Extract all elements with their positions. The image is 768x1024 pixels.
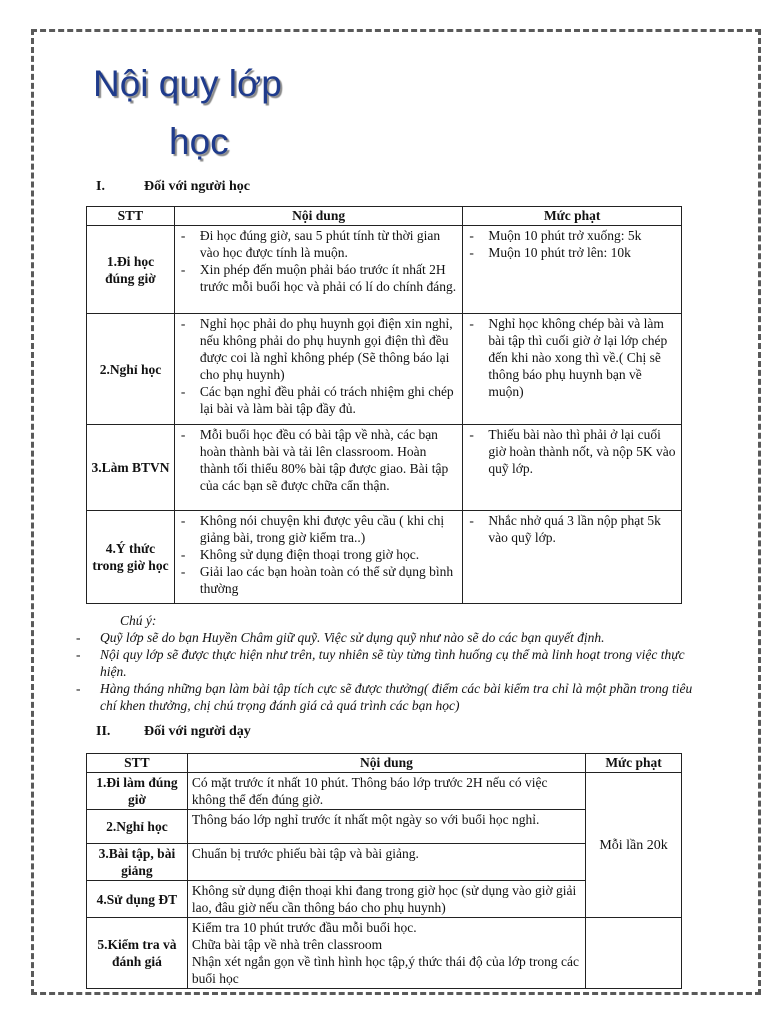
notes-block xyxy=(74,612,694,714)
shared-penalty: Mỗi lần 20k xyxy=(586,773,682,918)
table-header-row xyxy=(87,207,682,226)
col-header-penalty: Mức phạt xyxy=(463,207,682,226)
section-1-heading xyxy=(96,179,250,195)
content-item: - Các bạn nghỉ đều phải có trách nhiệm ghi chép lại bài và làm bài tập đầy đủ. xyxy=(179,383,458,417)
table-row xyxy=(87,226,682,314)
row-content: Không sử dụng điện thoại khi đang trong giờ học (sử dụng vào giờ giải lao, đâu giờ nếu cần thông báo cho phụ huynh) xyxy=(187,881,585,918)
note-item: - Quỹ lớp sẽ do bạn Huyền Châm giữ quỹ. Việc sử dụng quỹ như nào sẽ do các bạn quyết định. xyxy=(74,629,694,646)
note-item: - Nội quy lớp sẽ được thực hiện như trên, tuy nhiên sẽ tùy từng tình huống cụ thể mà linh hoạt trong việc thực hiện. xyxy=(74,646,694,680)
learner-rules-table xyxy=(86,206,682,604)
col-header-stt: STT xyxy=(87,207,175,226)
row-content xyxy=(174,226,462,314)
penalty-item: - Muộn 10 phút trở xuống: 5k xyxy=(467,227,677,244)
table-row xyxy=(87,425,682,511)
section-1-number: I. xyxy=(96,179,105,194)
content-item: - Đi học đúng giờ, sau 5 phút tính từ thời gian vào học được tính là muộn. xyxy=(179,227,458,261)
notes-heading: Chú ý: xyxy=(120,613,157,628)
row-stt: 3.Bài tập, bài giảng xyxy=(87,844,188,881)
row-content xyxy=(174,314,462,425)
table-header-row xyxy=(87,754,682,773)
penalty-item: - Nghỉ học không chép bài và làm bài tập thì cuối giờ ở lại lớp chép đến khi nào xong thì về.( Chị sẽ thông báo phụ huynh bạn về muộn) xyxy=(467,315,677,400)
note-item: - Hàng tháng những bạn làm bài tập tích cực sẽ được thưởng( điểm các bài kiểm tra chỉ là một phần trong tiêu chí khen thưởng, chị chú trọng đánh giá cả quá trình các bạn học) xyxy=(74,680,694,714)
penalty-item: - Thiếu bài nào thì phải ở lại cuối giờ hoàn thành nốt, và nộp 5K vào quỹ lớp. xyxy=(467,426,677,477)
section-1-title: Đối với người học xyxy=(144,179,250,194)
penalty-item: - Muộn 10 phút trở lên: 10k xyxy=(467,244,677,261)
row-stt: 3.Làm BTVN xyxy=(87,425,175,511)
section-2-number: II. xyxy=(96,724,111,739)
row-content xyxy=(187,918,585,989)
content-item: - Nghỉ học phải do phụ huynh gọi điện xin nghỉ, nếu không phải do phụ huynh gọi điện thì đều được coi là nghỉ không phép (Sẽ thông báo lại cho phụ huynh) xyxy=(179,315,458,383)
col-header-penalty: Mức phạt xyxy=(586,754,682,773)
row-penalty xyxy=(463,314,682,425)
row-stt: 4.Ý thức trong giờ học xyxy=(87,511,175,604)
teacher-rules-table xyxy=(86,753,682,989)
row-content xyxy=(174,425,462,511)
row-content: Có mặt trước ít nhất 10 phút. Thông báo lớp trước 2H nếu có việc không thể đến đúng giờ. xyxy=(187,773,585,810)
content-line: Nhận xét ngắn gọn về tình hình học tập,ý thức thái độ của lớp trong các buổi học xyxy=(191,954,579,986)
content-item: - Không sử dụng điện thoại trong giờ học. xyxy=(179,546,458,563)
row-penalty xyxy=(463,425,682,511)
row-stt: 5.Kiểm tra và đánh giá xyxy=(87,918,188,989)
title-line-1: Nội quy lớp xyxy=(93,63,282,104)
row-stt: 2.Nghỉ học xyxy=(87,810,188,844)
row-stt: 1.Đi học đúng giờ xyxy=(87,226,175,314)
row-content: Thông báo lớp nghỉ trước ít nhất một ngày so với buổi học nghỉ. xyxy=(187,810,585,844)
content-line: Kiểm tra 10 phút trước đầu mỗi buổi học. xyxy=(191,920,417,935)
row-stt: 1.Đi làm đúng giờ xyxy=(87,773,188,810)
title-line-2: học xyxy=(169,121,229,162)
table-row xyxy=(87,314,682,425)
row-penalty xyxy=(463,226,682,314)
content-item: - Không nói chuyện khi được yêu cầu ( khi chị giảng bài, trong giờ kiểm tra..) xyxy=(179,512,458,546)
row-content: Chuẩn bị trước phiếu bài tập và bài giảng. xyxy=(187,844,585,881)
table-row xyxy=(87,918,682,989)
page-title xyxy=(93,55,353,171)
row-stt: 2.Nghỉ học xyxy=(87,314,175,425)
table-row xyxy=(87,511,682,604)
row-stt: 4.Sử dụng ĐT xyxy=(87,881,188,918)
row-penalty-empty xyxy=(586,918,682,989)
col-header-stt: STT xyxy=(87,754,188,773)
content-item: - Xin phép đến muộn phải báo trước ít nhất 2H trước mỗi buổi học và phải có lí do chính đáng. xyxy=(179,261,458,295)
section-2-heading xyxy=(96,724,251,740)
col-header-content: Nội dung xyxy=(187,754,585,773)
content-item: - Mỗi buổi học đều có bài tập về nhà, các bạn hoàn thành bài và tải lên classroom. Hoàn thành tối thiểu 80% bài tập được giao. Bài tập của các bạn sẽ được chữa cẩn thận. xyxy=(179,426,458,494)
row-penalty xyxy=(463,511,682,604)
row-content xyxy=(174,511,462,604)
content-line: Chữa bài tập về nhà trên classroom xyxy=(191,937,383,952)
col-header-content: Nội dung xyxy=(174,207,462,226)
content-item: - Giải lao các bạn hoàn toàn có thể sử dụng bình thường xyxy=(179,563,458,597)
penalty-item: - Nhắc nhở quá 3 lần nộp phạt 5k vào quỹ lớp. xyxy=(467,512,677,546)
table-row xyxy=(87,773,682,810)
section-2-title: Đối với người dạy xyxy=(144,724,251,739)
